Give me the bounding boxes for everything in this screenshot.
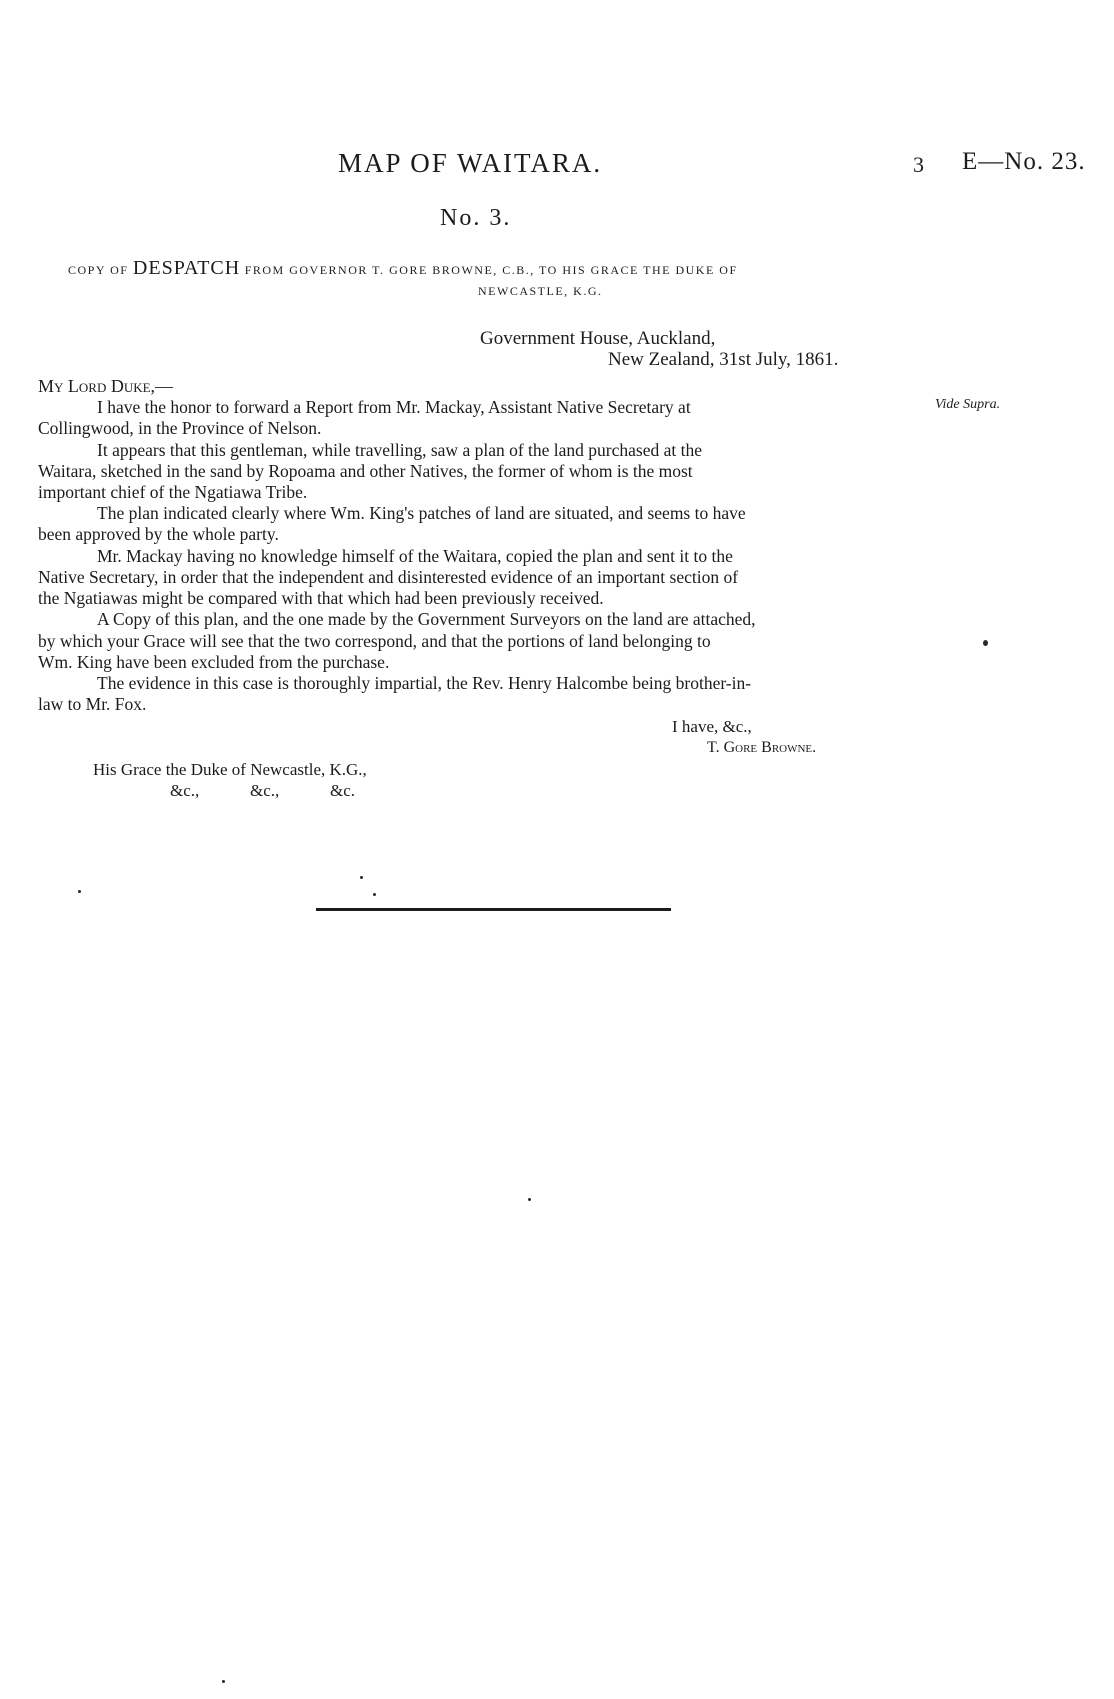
body-line: The evidence in this case is thoroughly impartial, the Rev. Henry Halcombe being brother-in- [97, 673, 752, 693]
despatch-heading-line2: NEWCASTLE, K.G. [478, 284, 603, 298]
etc-item: &c. [330, 781, 356, 800]
print-speck [373, 893, 376, 896]
paper-reference: E—No. 23. [962, 148, 1086, 175]
etc-item: &c., [250, 781, 280, 800]
body-line: It appears that this gentleman, while travelling, saw a plan of the land purchased at the [97, 440, 703, 460]
body-line: A Copy of this plan, and the one made by the Government Surveyors on the land are attached, [97, 609, 756, 629]
divider-rule [316, 908, 671, 911]
heading-prefix: COPY OF [68, 263, 133, 277]
body-line: Waitara, sketched in the sand by Ropoama and other Natives, the former of whom is the most [38, 461, 693, 481]
signoff: I have, &c., [672, 717, 752, 736]
document-number: No. 3. [440, 205, 512, 231]
body-line: I have the honor to forward a Report from Mr. Mackay, Assistant Native Secretary at [97, 397, 691, 417]
margin-note: Vide Supra. [935, 397, 1001, 412]
address-line-1: Government House, Auckland, [480, 328, 716, 349]
body-line: Native Secretary, in order that the independent and disinterested evidence of an important section of [38, 567, 739, 587]
print-speck [983, 640, 988, 646]
print-speck [222, 1680, 225, 1683]
body-line: been approved by the whole party. [38, 524, 279, 544]
print-speck [528, 1198, 531, 1201]
heading-keyword: DESPATCH [132, 257, 241, 279]
print-speck [360, 876, 363, 879]
recipient: His Grace the Duke of Newcastle, K.G., [93, 760, 367, 779]
page-number: 3 [913, 152, 924, 177]
body-line: Wm. King have been excluded from the purchase. [38, 652, 390, 672]
signature: T. Gore Browne. [707, 739, 817, 756]
body-line: law to Mr. Fox. [38, 694, 147, 714]
body-line: the Ngatiawas might be compared with that which had been previously received. [38, 588, 604, 608]
despatch-heading [68, 257, 738, 280]
body-line: by which your Grace will see that the two correspond, and that the portions of land belonging to [38, 631, 711, 651]
salutation: My Lord Duke,— [38, 376, 174, 396]
print-speck [78, 890, 81, 893]
body-line: important chief of the Ngatiawa Tribe. [38, 482, 308, 502]
body-line: The plan indicated clearly where Wm. King's patches of land are situated, and seems to have [97, 503, 746, 523]
etc-item: &c., [170, 781, 200, 800]
heading-suffix: FROM GOVERNOR T. GORE BROWNE, C.B., TO HIS GRACE THE DUKE OF [240, 263, 738, 277]
body-line: Mr. Mackay having no knowledge himself of the Waitara, copied the plan and sent it to the [97, 546, 733, 566]
running-title: MAP OF WAITARA. [338, 148, 603, 178]
address-line-2: New Zealand, 31st July, 1861. [608, 349, 839, 370]
body-line: Collingwood, in the Province of Nelson. [38, 418, 322, 438]
etc-line [170, 781, 410, 801]
